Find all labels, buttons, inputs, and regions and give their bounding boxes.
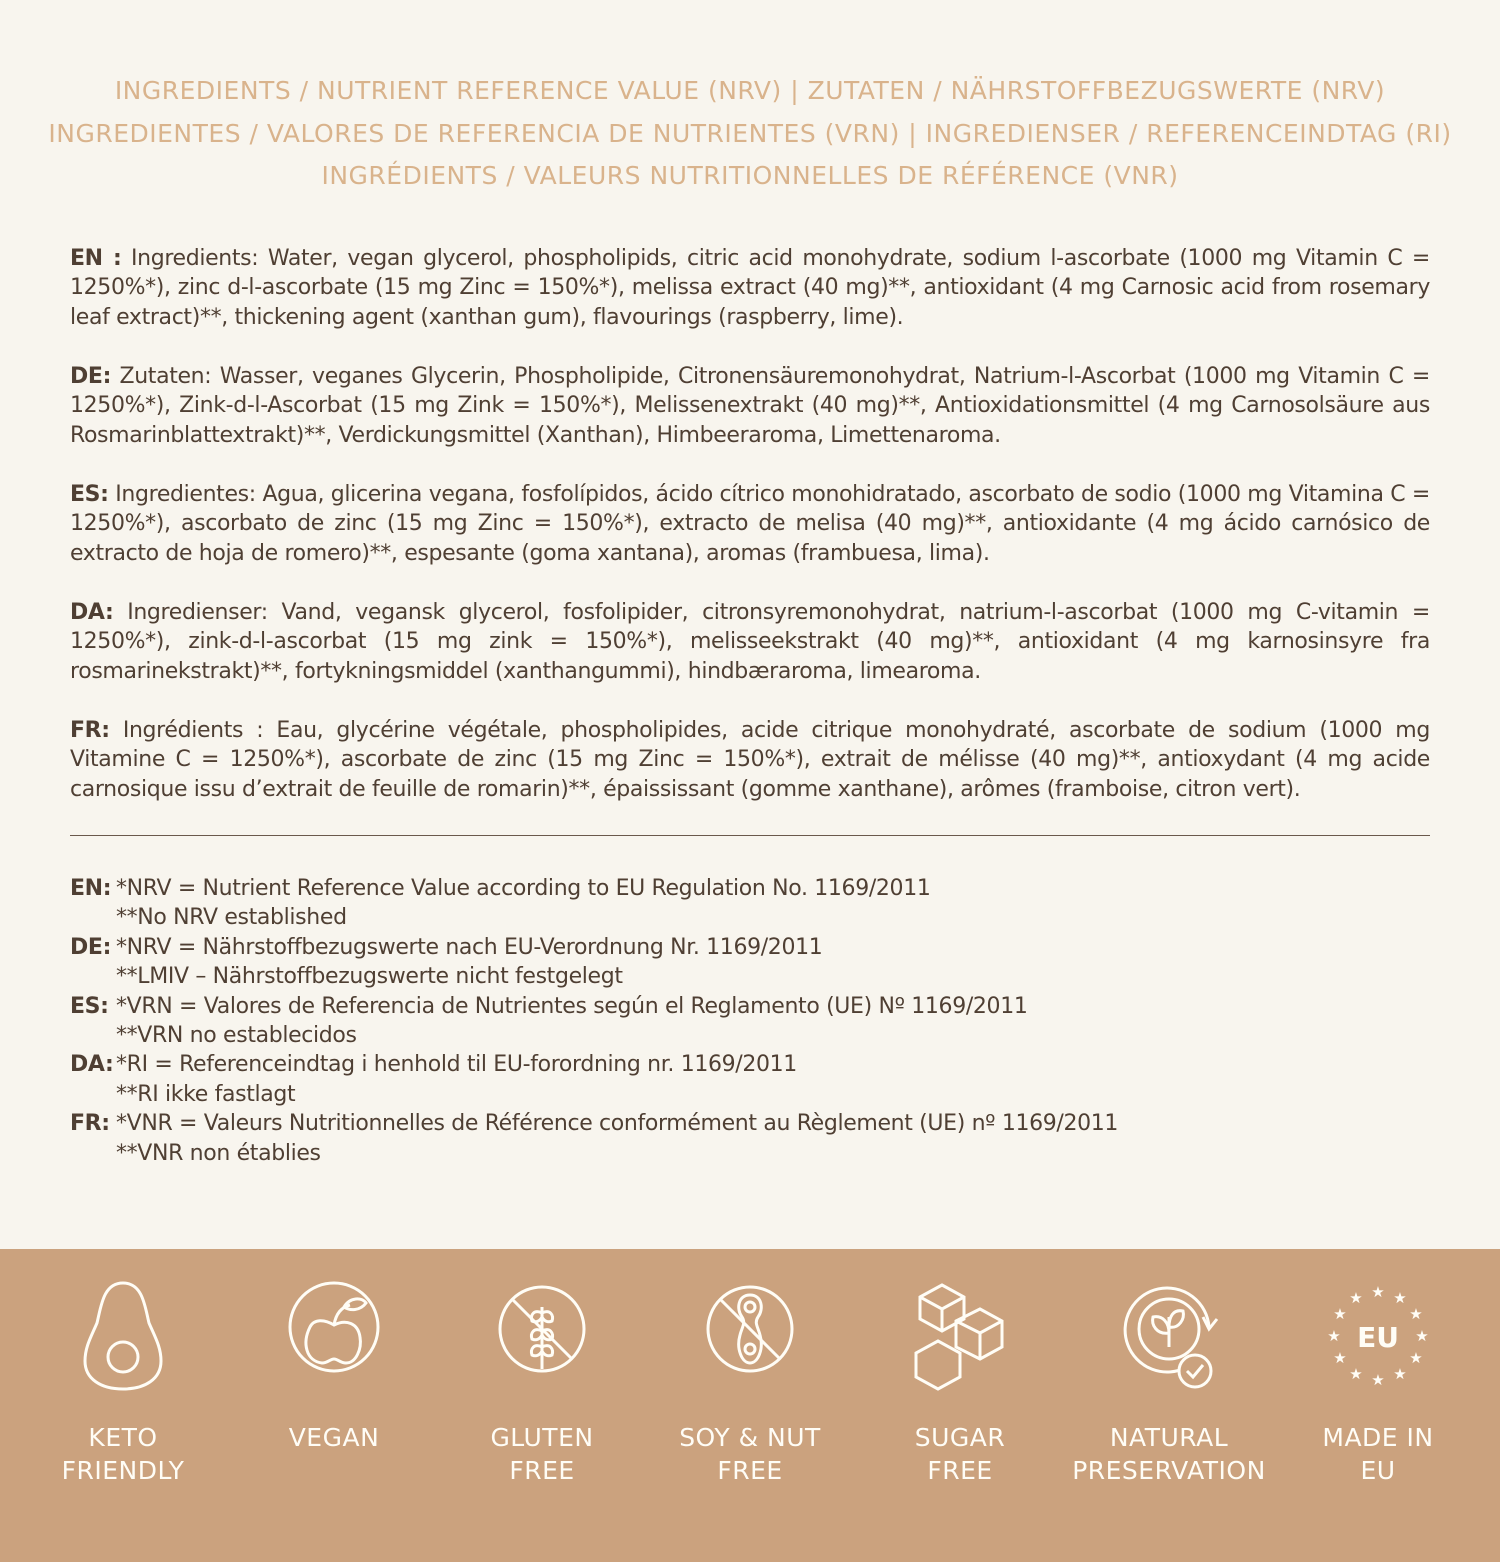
avocado-icon [75, 1277, 171, 1393]
feature-badges-band [0, 1249, 1500, 1562]
footnote-de [70, 933, 1430, 992]
badge-label [645, 1421, 855, 1487]
badge-label-line: FRIENDLY [61, 1456, 185, 1485]
page-header [0, 70, 1500, 198]
footnote-es [70, 992, 1430, 1051]
badge-label-line: SOY & NUT [679, 1423, 821, 1452]
badge-label-line: FREE [717, 1456, 783, 1485]
svg-text:★: ★ [1409, 1349, 1423, 1367]
svg-text:★: ★ [1333, 1349, 1347, 1367]
badge-label [1273, 1421, 1483, 1487]
badge-label-line: KETO [88, 1423, 158, 1452]
footnote-line: **RI ikke fastlagt [116, 1081, 296, 1107]
footnote-line: **VRN no establecidos [116, 1023, 357, 1049]
badge-label [229, 1421, 439, 1454]
svg-text:★: ★ [1333, 1305, 1347, 1323]
ingredients-text: Ingrédients : Eau, glycérine végétale, phospholipides, acide citrique monohydraté, ascorbate de sodium (1000 mg Vitamine C = 1250%*), ascorbate de zinc (15 mg Zinc = 150%*), extrait de mélisse (40 mg)**, antioxydant (4 mg acide carnosique issu d’extrait de feuille de romarin)**, épaississant (gomme xanthane), arômes (framboise, citron vert). [70, 718, 1430, 802]
svg-text:★: ★ [1409, 1305, 1423, 1323]
badge-label-line: FREE [927, 1456, 993, 1485]
badge-label-line: GLUTEN [490, 1423, 594, 1452]
svg-text:★: ★ [1393, 1289, 1407, 1307]
badge-label-line: SUGAR [914, 1423, 1006, 1452]
leaf-recycle-icon [1121, 1277, 1217, 1393]
header-line-2: INGREDIENTES / VALORES DE REFERENCIA DE NUTRIENTES (VRN) | INGREDIENSER / REFERENCEINDTAG (RI) [48, 118, 1452, 148]
svg-text:★: ★ [1327, 1327, 1341, 1345]
language-code: EN: [70, 876, 112, 901]
ingredients-en [70, 244, 1430, 332]
footnote-da [70, 1050, 1430, 1109]
badge-label-line: EU [1360, 1456, 1396, 1485]
no-peanut-icon [702, 1277, 798, 1393]
svg-text:★: ★ [1371, 1371, 1385, 1389]
language-code: DA: [70, 600, 114, 625]
badge-label [18, 1421, 228, 1487]
footnote-line: *VRN = Valores de Referencia de Nutrientes según el Reglamento (UE) Nº 1169/2011 [116, 993, 1028, 1019]
badge-label [855, 1421, 1065, 1487]
language-code: FR: [70, 1111, 110, 1137]
footnote-en [70, 874, 1430, 933]
badge-label [437, 1421, 647, 1487]
svg-text:★: ★ [1415, 1327, 1429, 1345]
header-line-1: INGREDIENTS / NUTRIENT REFERENCE VALUE (NRV) | ZUTATEN / NÄHRSTOFFBEZUGSWERTE (NRV) [114, 76, 1386, 105]
sugar-cubes-icon [912, 1277, 1008, 1393]
footnote-line: *NRV = Nutrient Reference Value according to EU Regulation No. 1169/2011 [116, 876, 931, 901]
ingredients-de [70, 362, 1430, 450]
ingredients-text: Ingredientes: Agua, glicerina vegana, fosfolípidos, ácido cítrico monohidratado, ascorbato de sodio (1000 mg Vitamina C = 1250%*), ascorbato de zinc (15 mg Zinc = 150%*), extracto de melisa (40 mg)**, antioxidante (4 mg ácido carnósico de extracto de hoja de romero)**, espesante (goma xantana), aromas (frambuesa, lima). [70, 482, 1430, 566]
ingredients-da [70, 598, 1430, 686]
badge-label-line: VEGAN [288, 1423, 380, 1452]
header-line-3: INGRÉDIENTS / VALEURS NUTRITIONNELLES DE RÉFÉRENCE (VNR) [321, 161, 1179, 190]
footnote-line: **LMIV – Nährstoffbezugswerte nicht festgelegt [116, 964, 623, 990]
ingredients-fr [70, 716, 1430, 804]
eu-stars-icon [1327, 1277, 1429, 1393]
language-code: FR: [70, 718, 110, 743]
ingredients-text: Zutaten: Wasser, veganes Glycerin, Phospholipide, Citronensäuremonohydrat, Natrium-l-Ascorbat (1000 mg Vitamin C = 1250%*), Zink-d-l-Ascorbat (15 mg Zink = 150%*), Melissenextrakt (40 mg)**, Antioxidationsmittel (4 mg Carnosolsäure aus Rosmarinblattextrakt)**, Verdickungsmittel (Xanthan), Himbeeraroma, Limettenaroma. [70, 364, 1430, 448]
no-wheat-icon [494, 1277, 590, 1393]
language-code: EN : [70, 246, 122, 271]
language-code: DE: [70, 364, 112, 389]
svg-text:★: ★ [1393, 1365, 1407, 1383]
language-code: ES: [70, 993, 109, 1019]
footnote-fr [70, 1109, 1430, 1168]
ingredients-section [70, 244, 1430, 834]
fruit-icon [286, 1277, 382, 1393]
svg-text:★: ★ [1371, 1283, 1385, 1301]
section-divider [70, 835, 1430, 836]
language-code: DA: [70, 1052, 114, 1078]
badge-label-line: PRESERVATION [1072, 1456, 1266, 1485]
footnote-line: *VNR = Valeurs Nutritionnelles de Référence conformément au Règlement (UE) nº 1169/2011 [116, 1111, 1119, 1137]
svg-text:★: ★ [1349, 1365, 1363, 1383]
svg-text:★: ★ [1349, 1289, 1363, 1307]
footnote-line: **VNR non établies [116, 1140, 321, 1166]
badge-label-line: FREE [509, 1456, 575, 1485]
badge-label-line: NATURAL [1109, 1423, 1229, 1452]
badge-label [1064, 1421, 1274, 1487]
footnote-line: *NRV = Nährstoffbezugswerte nach EU-Verordnung Nr. 1169/2011 [116, 934, 823, 960]
eu-emblem-text: EU [1357, 1321, 1399, 1354]
ingredients-text: Ingredienser: Vand, vegansk glycerol, fosfolipider, citronsyremonohydrat, natrium-l-ascorbat (1000 mg C-vitamin = 1250%*), zink-d-l-ascorbat (15 mg zink = 150%*), melisseekstrakt (40 mg)**, antioxidant (4 mg karnosinsyre fra rosmarinekstrakt)**, fortykningsmiddel (xanthangummi), hindbæraroma, limearoma. [70, 600, 1430, 684]
language-code: ES: [70, 482, 109, 507]
footnote-line: **No NRV established [116, 905, 347, 931]
footnotes-section [70, 874, 1430, 1168]
ingredients-text: Ingredients: Water, vegan glycerol, phospholipids, citric acid monohydrate, sodium l-ascorbate (1000 mg Vitamin C = 1250%*), zinc d-l-ascorbate (15 mg Zinc = 150%*), melissa extract (40 mg)**, antioxidant (4 mg Carnosic acid from rosemary leaf extract)**, thickening agent (xanthan gum), flavourings (raspberry, lime). [70, 246, 1430, 330]
ingredients-es [70, 480, 1430, 568]
footnote-line: *RI = Referenceindtag i henhold til EU-forordning nr. 1169/2011 [116, 1052, 797, 1078]
language-code: DE: [70, 934, 112, 960]
badge-label-line: MADE IN [1322, 1423, 1434, 1452]
